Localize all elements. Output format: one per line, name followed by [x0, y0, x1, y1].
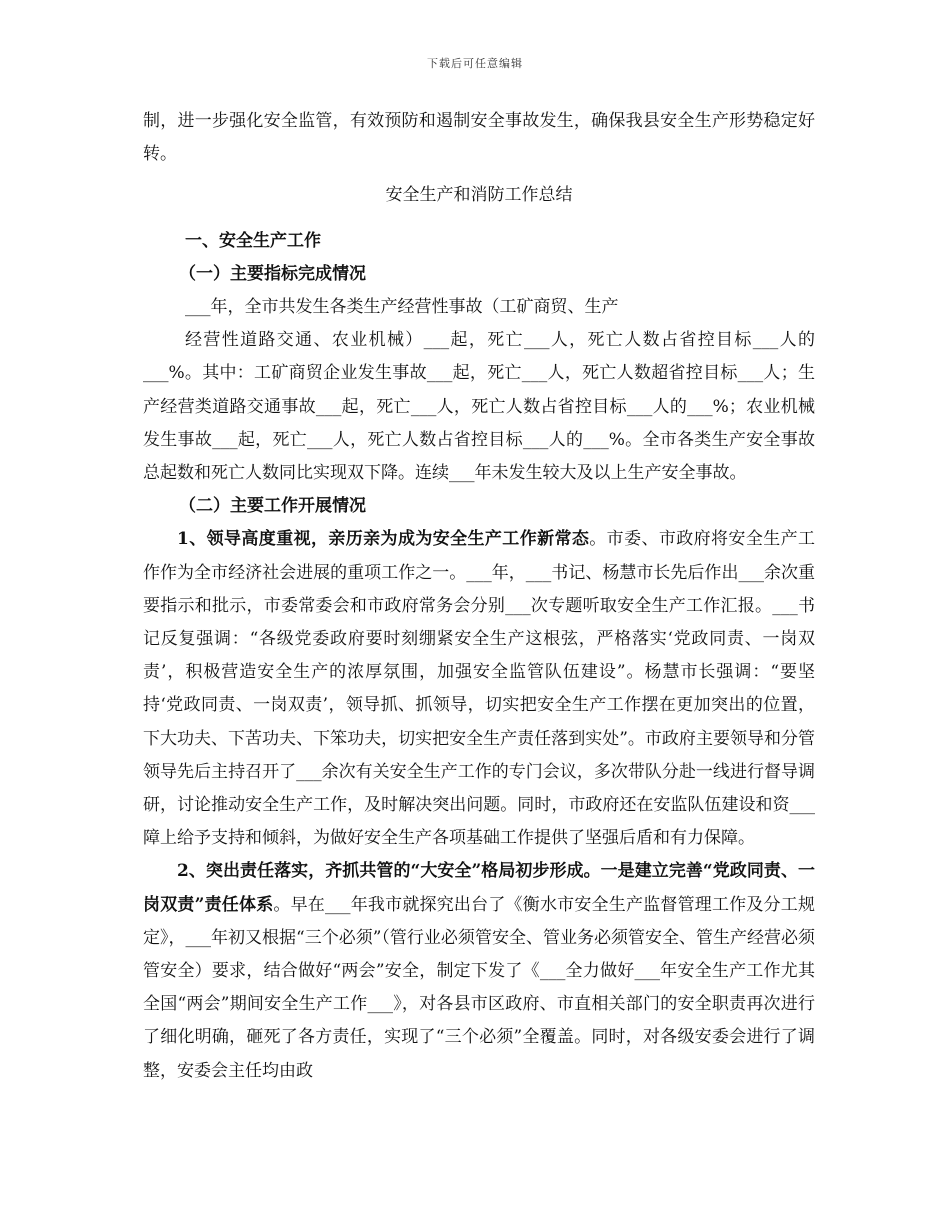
paragraph-2 [143, 523, 815, 855]
section-heading: 一、安全生产工作 [185, 230, 321, 251]
paragraph-3 [143, 855, 815, 1087]
paragraph-3-lead: 2、突出责任落实，齐抓共管的“大安全”格局初步形成。一是建立完善“党政同责、一岗双责”责任体系 [143, 861, 815, 915]
document-body [143, 105, 815, 1088]
paragraph-3-text: 。早在___年我市就探究出台了《衡水市安全生产监督管理工作及分工规定》，___年初又根据“三个必须”（管行业必须管安全、管业务必须管安全、管生产经营必须管安全）要求，结合做好“两会”安全，制定下发了《___全力做好___年安全生产工作尤其全国“两会”期间安全生产工作___》，对各县市区政府、市直相关部门的安全职责再次进行了细化明确，砸死了各方责任，实现了“三个必须”全覆盖。同时，对各级安委会进行了调整，安委会主任均由政 [143, 894, 815, 1081]
intro-paragraph: 制，进一步强化安全监管，有效预防和遏制安全事故发生，确保我县安全生产形势稳定好转。 [143, 111, 815, 165]
paragraph-1-text: 经营性道路交通、农业机械）___起，死亡___人，死亡人数占省控目标___人的___%。其中：工矿商贸企业发生事故___起，死亡___人，死亡人数超省控目标___人；生产经营类道路交通事故___起，死亡___人，死亡人数占省控目标___人的___%；农业机械发生事故___起，死亡___人，死亡人数占省控目标___人的___%。全市各类生产安全事故总起数和死亡人数同比实现双下降。连续___年未发生较大及以上生产安全事故。 [143, 330, 815, 484]
paragraph-2-text: 。市委、市政府将安全生产工作作为全市经济社会进展的重项工作之一。___年，___书记、杨慧市长先后作出___余次重要指示和批示，市委常委会和市政府常务会分别___次专题听取安全生产工作汇报。___书记反复强调：“各级党委政府要时刻绷紧安全生产这根弦，严格落实‘党政同责、一岗双责’，积极营造安全生产的浓厚氛围，加强安全监管队伍建设”。杨慧市长强调：“要坚持‘党政同责、一岗双责’，领导抓、抓领导，切实把安全生产工作摆在更加突出的位置，下大功夫、下苦功夫、下笨功夫，切实把安全生产责任落到实处”。市政府主要领导和分管领导先后主持召开了___余次有关安全生产工作的专门会议，多次带队分赴一线进行督导调研，讨论推动安全生产工作，及时解决突出问题。同时，市政府还在安监队伍建设和资___障上给予支持和倾斜，为做好安全生产各项基础工作提供了坚强后盾和有力保障。 [143, 529, 816, 849]
paragraph-1-first-line: ___年，全市共发生各类生产经营性事故（工矿商贸、生产 [185, 297, 619, 318]
subsection-heading-1: （一）主要指标完成情况 [179, 263, 366, 284]
paragraph-1-body [143, 324, 815, 490]
document-title: 安全生产和消防工作总结 [385, 185, 573, 206]
subsection-heading-2: （二）主要工作开展情况 [179, 496, 366, 517]
page-header: 下载后可任意编辑 [427, 57, 523, 70]
paragraph-2-lead: 1、领导高度重视，亲历亲为成为安全生产工作新常态 [177, 529, 590, 550]
